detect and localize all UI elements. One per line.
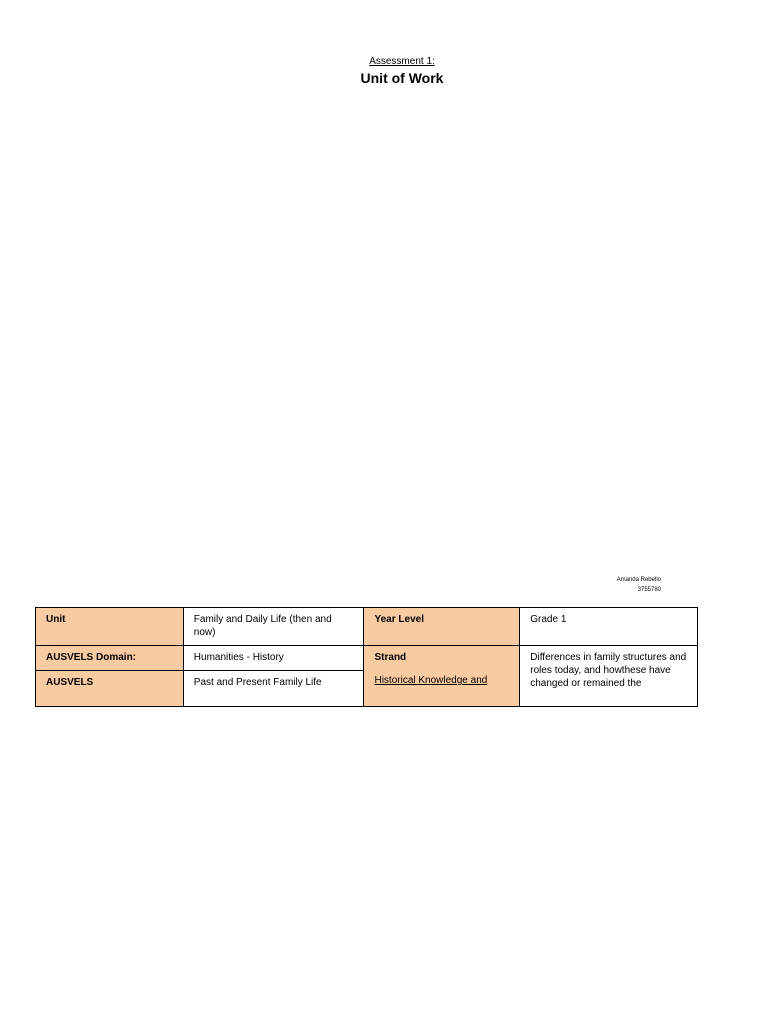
- unit-table: [35, 607, 698, 707]
- ausvels-label: AUSVELS: [36, 671, 184, 707]
- year-level-label: Year Level: [364, 608, 520, 646]
- author-block: [617, 575, 661, 595]
- table-row: [36, 608, 698, 646]
- strand-description: Differences in family structures and roles today, and howthese have changed or remained the: [520, 646, 698, 707]
- table-row: [36, 646, 698, 671]
- page-title: Unit of Work: [360, 70, 444, 86]
- author-id: 3755780: [637, 587, 661, 593]
- author-name: Amanda Rebello: [616, 577, 661, 583]
- domain-label: AUSVELS Domain:: [36, 646, 184, 671]
- strand-label: Strand: [374, 652, 407, 663]
- ausvels-value: Past and Present Family Life: [183, 671, 364, 707]
- unit-value: Family and Daily Life (then and now): [183, 608, 364, 646]
- domain-value: Humanities - History: [183, 646, 364, 671]
- strand-link[interactable]: Historical Knowledge and: [374, 675, 488, 686]
- unit-label: Unit: [36, 608, 184, 646]
- year-level-value: Grade 1: [520, 608, 698, 646]
- assessment-subtitle: Assessment 1:: [369, 56, 435, 67]
- strand-cell: [364, 646, 520, 707]
